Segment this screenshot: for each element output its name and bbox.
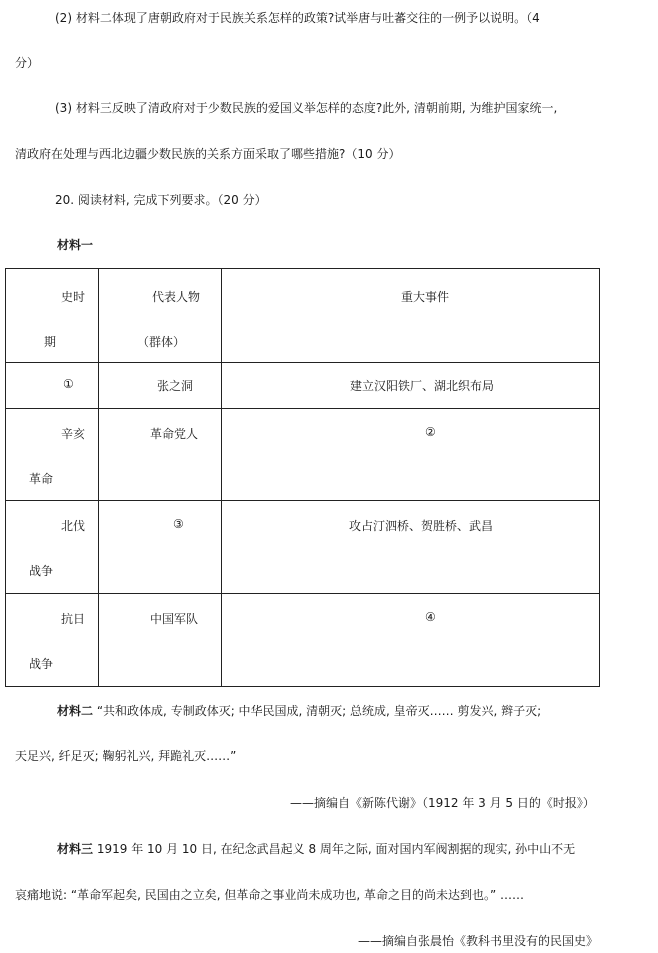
header-people: 代表人物 xyxy=(152,290,201,304)
event-cell: ④ xyxy=(425,610,436,624)
header-period-continued: 期 xyxy=(44,335,57,349)
period-cell: ① xyxy=(63,377,74,391)
table-row xyxy=(6,594,600,687)
people-cell: 革命党人 xyxy=(150,427,199,441)
material-3-label: 材料三 xyxy=(57,842,94,856)
material-3-continued: 哀痛地说: “革命军起矣, 民国由之立矣, 但革命之事业尚未成功也, 革命之目的尚未达到也。” …… xyxy=(15,888,524,902)
question-20-intro: 20. 阅读材料, 完成下列要求。（20 分） xyxy=(55,193,267,207)
material-3-text: 1919 年 10 月 10 日, 在纪念武昌起义 8 周年之际, 面对国内军阀割据的现实, 孙中山不无 xyxy=(96,842,576,856)
period-cell-continued: 战争 xyxy=(29,657,54,671)
event-cell: ② xyxy=(425,425,436,439)
material-2-continued: 天足兴, 纤足灭; 鞠躬礼兴, 拜跪礼灭……” xyxy=(15,749,237,763)
material-3-source: ——摘编自张晨怡《教科书里没有的民国史》 xyxy=(358,934,599,948)
question-19-3-continued: 清政府在处理与西北边疆少数民族的关系方面采取了哪些措施?（10 分） xyxy=(15,147,401,161)
people-cell: 中国军队 xyxy=(150,612,199,626)
table-row xyxy=(6,363,600,409)
material-2-source: ——摘编自《新陈代谢》（1912 年 3 月 5 日的《时报》） xyxy=(290,796,595,810)
question-19-2-continued: 分） xyxy=(15,56,40,70)
material-2 xyxy=(57,703,541,719)
event-cell: 建立汉阳铁厂、湖北织布局 xyxy=(350,379,495,393)
material-2-text: “共和政体成, 专制政体灭; 中华民国成, 清朝灭; 总统成, 皇帝灭…… 剪发兴, 辫子灭; xyxy=(96,704,542,718)
header-people-continued: （群体） xyxy=(137,335,186,349)
people-cell: 张之洞 xyxy=(157,379,194,393)
material-1-label: 材料一 xyxy=(57,238,94,252)
header-period: 史时 xyxy=(61,290,86,304)
material-3 xyxy=(57,841,575,857)
table-row xyxy=(6,501,600,594)
period-cell: 北伐 xyxy=(61,519,86,533)
material-1-table xyxy=(5,268,600,687)
table-row xyxy=(6,409,600,501)
question-19-2: (2) 材料二体现了唐朝政府对于民族关系怎样的政策?试举唐与吐蕃交往的一例予以说明。（4 xyxy=(55,11,540,25)
period-cell: 抗日 xyxy=(61,612,86,626)
material-2-label: 材料二 xyxy=(57,704,94,718)
header-event: 重大事件 xyxy=(401,290,450,304)
period-cell-continued: 革命 xyxy=(29,472,54,486)
event-cell: 攻占汀泗桥、贺胜桥、武昌 xyxy=(349,519,494,533)
table-header-row xyxy=(6,269,600,363)
period-cell: 辛亥 xyxy=(61,427,86,441)
people-cell: ③ xyxy=(173,517,184,531)
question-19-3: (3) 材料三反映了清政府对于少数民族的爱国义举怎样的态度?此外, 清朝前期, 为维护国家统一, xyxy=(55,101,558,115)
period-cell-continued: 战争 xyxy=(29,564,54,578)
